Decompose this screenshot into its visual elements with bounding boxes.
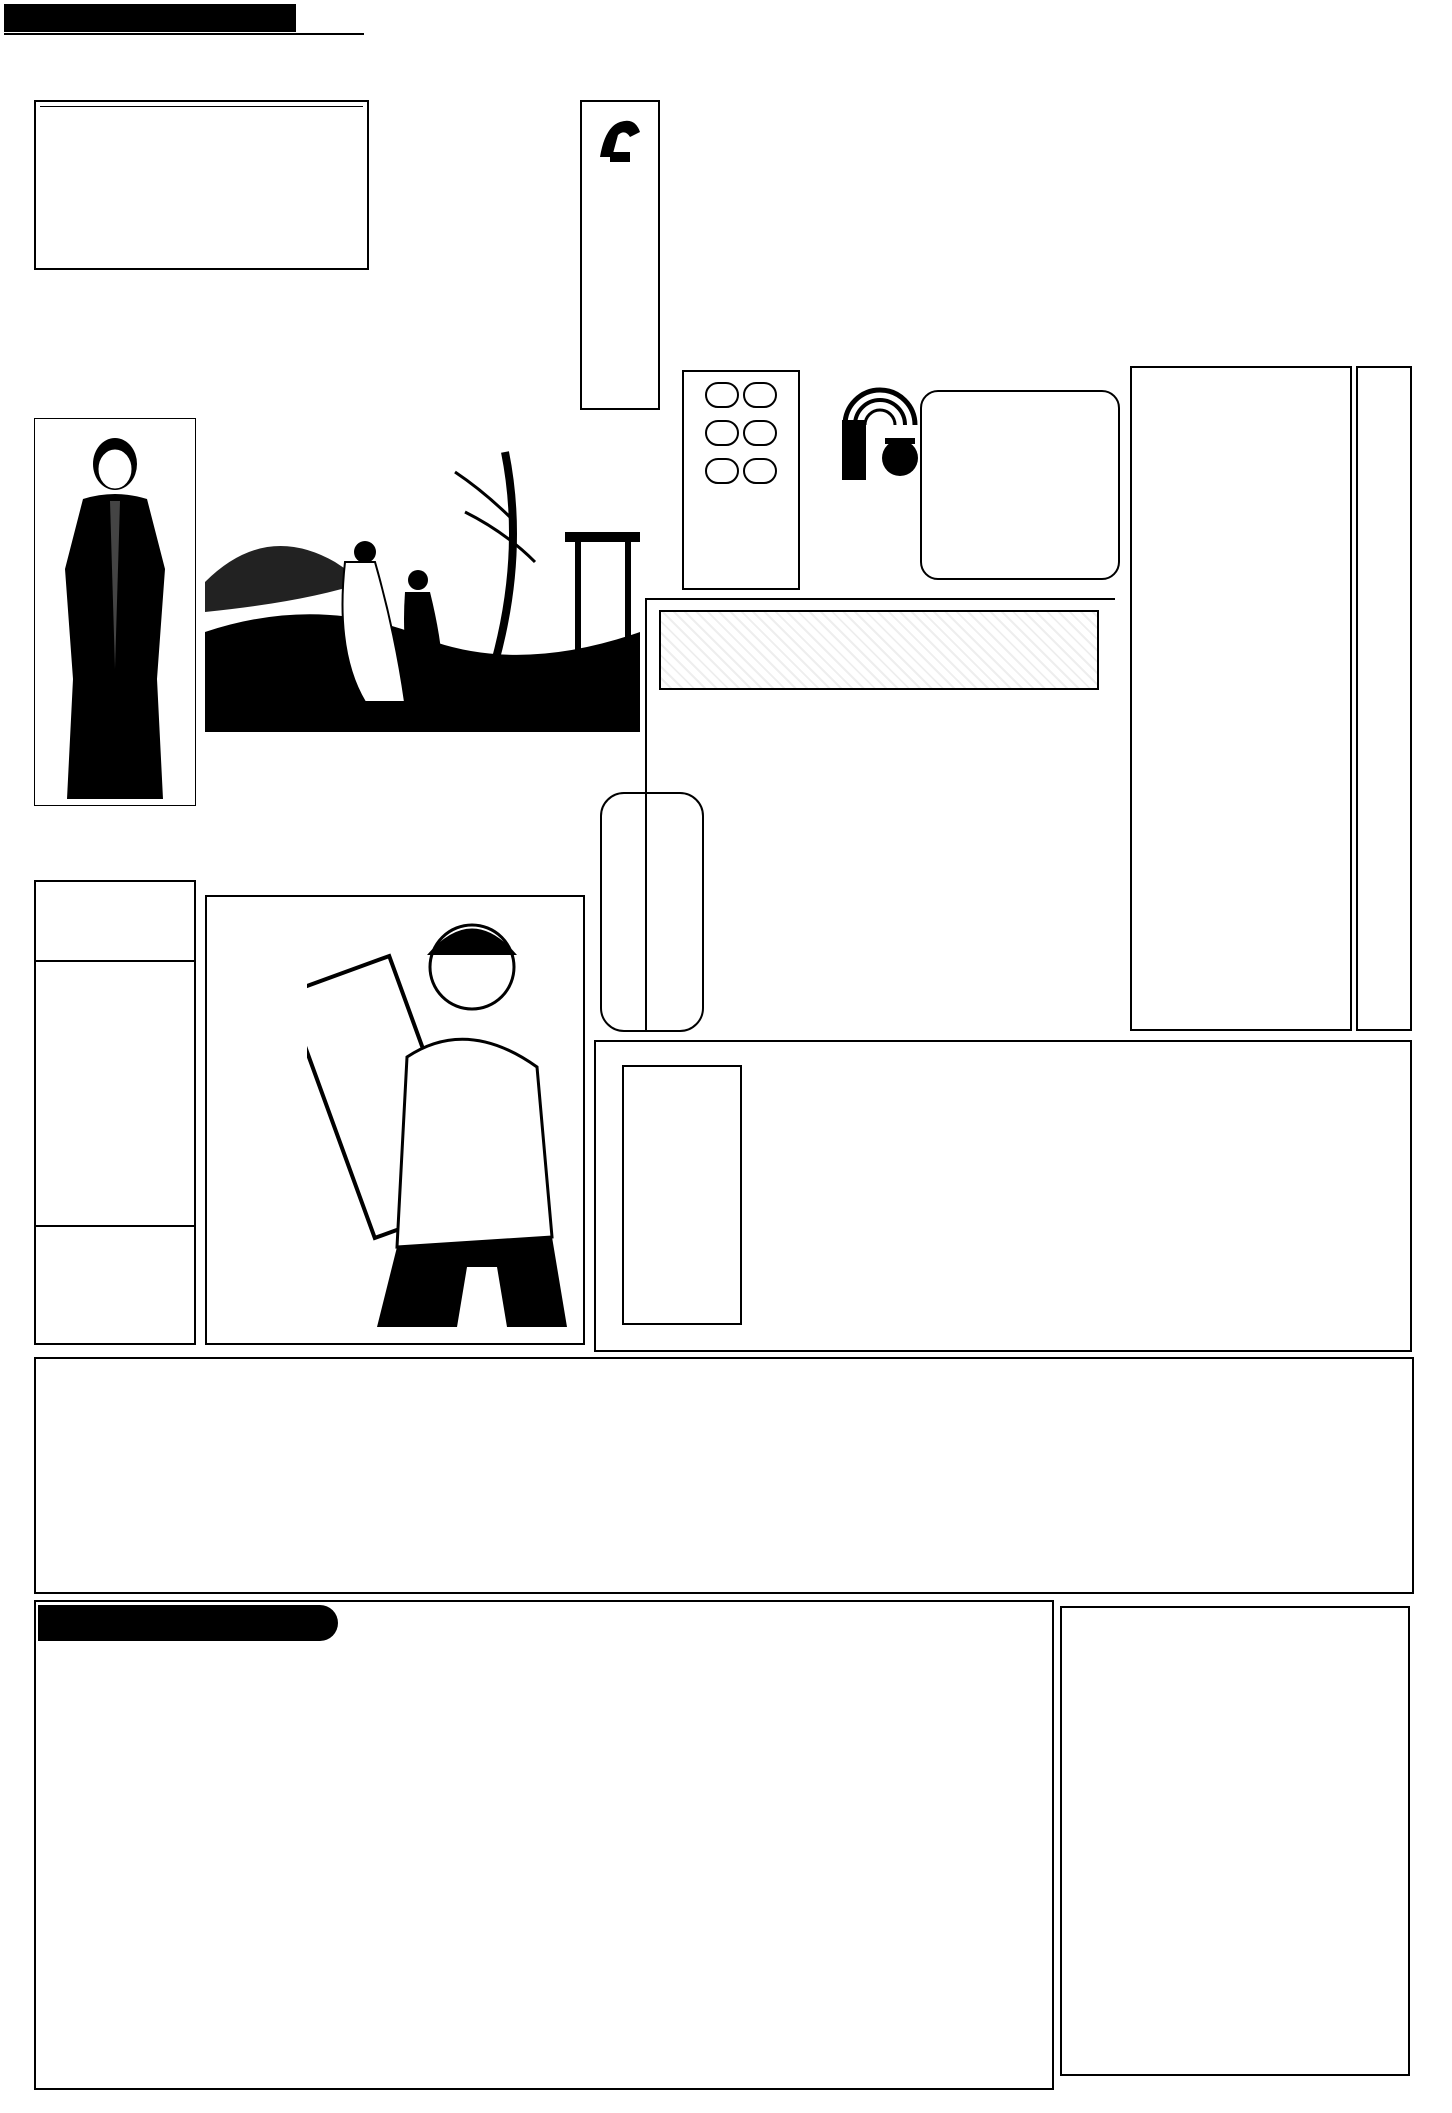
results-door-headers [350,1600,1054,1646]
landscape-painting [205,432,640,732]
big-title-1 [679,95,1221,255]
horse-box [34,880,196,1345]
hot-pick-box [600,792,704,1032]
zodiac-grid [158,1359,1412,1592]
ball [743,420,777,446]
ball [743,382,777,408]
blue-wave-numbers [684,382,798,412]
notice [4,33,364,59]
horse-subtitle [36,962,194,1020]
scholars-painting-icon [205,432,640,732]
analysis-text [372,100,572,420]
draw-date [4,4,296,32]
odd-even-box [205,775,590,865]
eight-face-box [205,895,585,1345]
special-track-text [715,718,1105,1028]
hot-table-title [40,106,363,107]
prob-box [1130,366,1352,1031]
ball [705,458,739,484]
big-title-2 [733,240,1167,340]
wave-hand-icon [582,102,658,172]
scroll-poem [920,390,1120,580]
border-bottom [0,2093,1452,2111]
portrait-photo [34,418,196,806]
last-explain-title [622,1065,742,1325]
guess-label [36,1225,194,1257]
border-right [1430,20,1450,2090]
last-explain-text [750,1048,1400,1348]
border-left [2,80,22,2090]
results-title [38,1605,338,1641]
color-wave-box [682,370,800,590]
treasure-label [842,420,866,480]
results-box [34,1600,1054,2090]
man-portrait-icon [35,419,195,804]
edition-label [1260,180,1370,250]
wave-box [580,100,660,410]
red-wave-numbers [684,420,798,450]
freq-grid [1060,1606,1410,2076]
ball [705,420,739,446]
pot-icon [875,430,925,480]
ball [705,382,739,408]
zodiac-title [40,1370,90,1580]
special-track-title [659,610,1099,690]
trend-text [140,280,360,410]
horse-handwriting [36,1020,194,1225]
prob-title [1356,366,1412,1031]
horse-title [36,882,194,962]
hot-table-box [34,100,369,270]
zodiac-subtitle [100,1385,150,1585]
eight-face-title [213,915,293,1275]
green-wave-numbers [684,458,798,488]
hot-pick-label [656,800,700,1028]
header-title [480,6,980,58]
ball [743,458,777,484]
border-top [0,62,1452,80]
